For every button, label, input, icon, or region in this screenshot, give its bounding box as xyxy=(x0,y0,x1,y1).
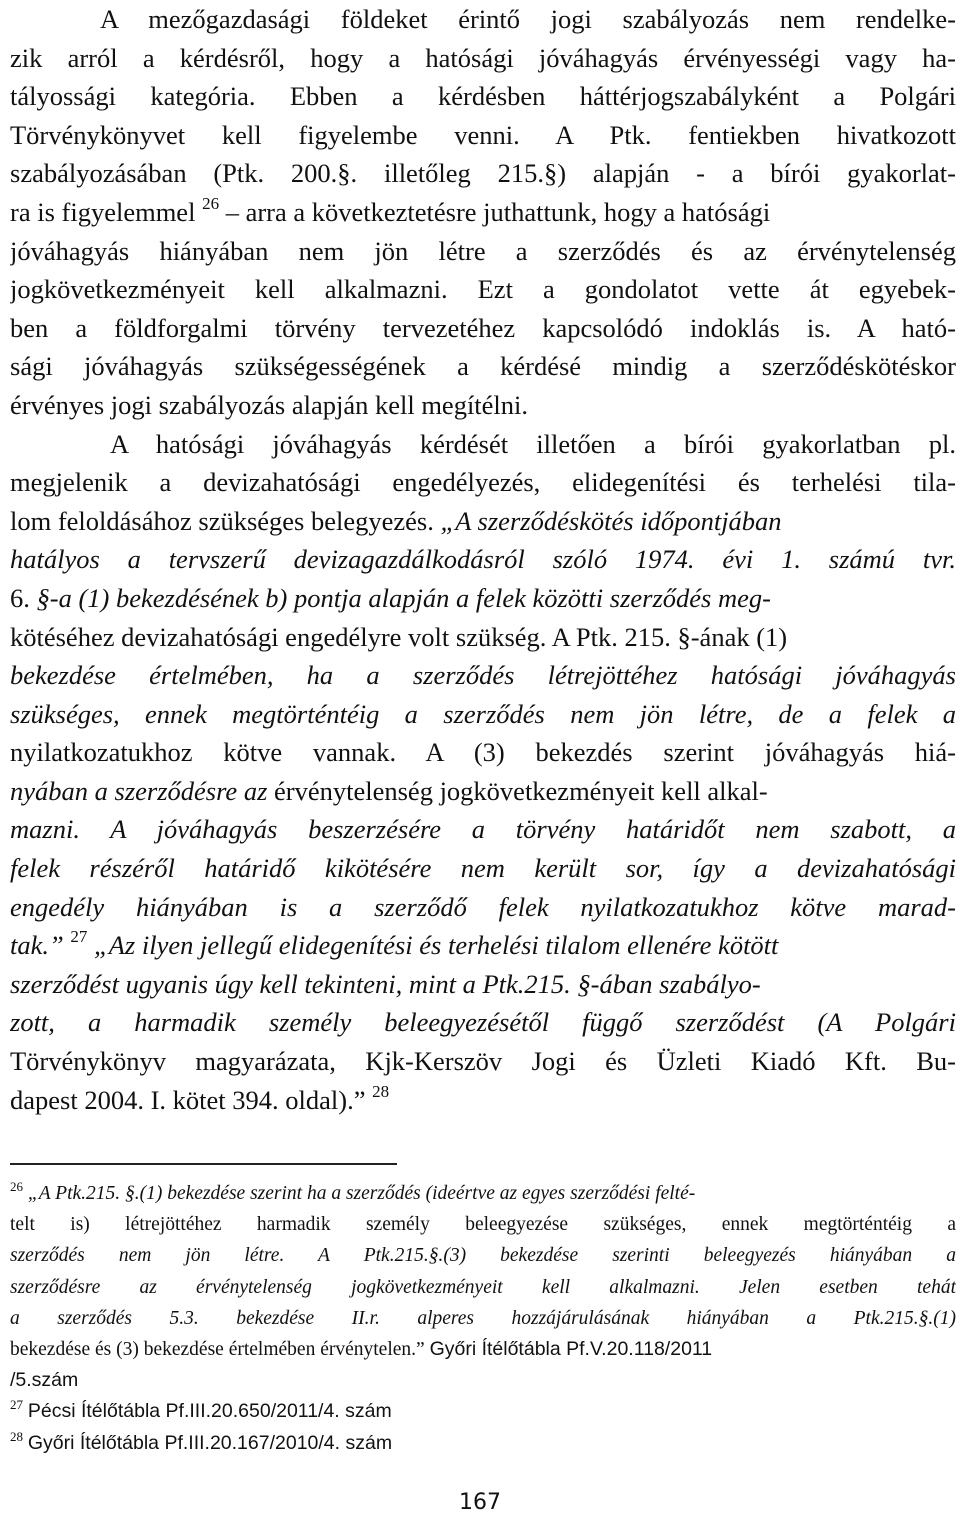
quote-run: „A szerződéskötés időpontjában xyxy=(440,505,782,536)
footnote-text: szerződésre az érvénytelenség jogkövetkezményeit kell alkalmazni. Jelen esetben tehát xyxy=(10,1276,956,1298)
body-line xyxy=(10,926,956,965)
text-run: ra is figyelemmel xyxy=(10,196,196,227)
body-line xyxy=(10,656,956,695)
body-line: tályossági kategória. Ebben a kérdésben háttérjogszabályként a Polgári xyxy=(10,81,956,112)
quote-run: „Az ilyen jellegű elidegenítési és terhelési tilalom ellenére kötött xyxy=(94,930,779,961)
body-line: ben a földforgalmi törvény tervezetéhez kapcsolódó indoklás is. A ható- xyxy=(10,312,956,343)
footnote-26-line xyxy=(10,1334,956,1365)
body-line xyxy=(10,579,956,618)
footnote-text: bekezdése és (3) bekezdése értelmében érvénytelen.” xyxy=(10,1338,425,1360)
footnote-26-line xyxy=(10,1240,956,1271)
quote-run: tak.” xyxy=(10,930,64,961)
body-line xyxy=(10,810,956,849)
body-line: Törvénykönyv magyarázata, Kjk-Kerszöv Jogi és Üzleti Kiadó Kft. Bu- xyxy=(10,1046,956,1077)
footnote-26-line xyxy=(10,1178,956,1209)
footnote-26-line xyxy=(10,1303,956,1334)
footnote-27 xyxy=(10,1396,956,1427)
footnote-ref-28[interactable]: 28 xyxy=(372,1081,390,1101)
quote-run: §-a (1) bekezdésének b) pontja alapján a felek közötti szerződés meg- xyxy=(36,582,771,613)
body-line xyxy=(10,193,956,232)
body-line: szabályozásában (Ptk. 200.§. illetőleg 215.§) alapján - a bírói gyakorlat- xyxy=(10,158,956,189)
footnote-ref-26[interactable]: 26 xyxy=(202,193,220,213)
footnote-source: Pécsi Ítélőtábla Pf.III.20.650/2011/4. szám xyxy=(27,1400,392,1423)
footnote-text: a szerződés 5.3. bekezdése II.r. alperes hozzájárulásának hiányában a Ptk.215.§.(1) xyxy=(10,1307,956,1329)
page-number: 167 xyxy=(459,1490,501,1515)
footnote-26-line: /5.szám xyxy=(10,1369,79,1392)
footnote-separator xyxy=(10,1163,397,1165)
body-line xyxy=(10,849,956,888)
body-line xyxy=(10,1003,956,1042)
body-line: sági jóváhagyás szükségességének a kérdésé mindig a szerződéskötéskor xyxy=(10,351,956,382)
quote-run: nyában a szerződésre az xyxy=(10,775,268,806)
footnote-text: szerződés nem jön létre. A Ptk.215.§.(3) bekezdése szerinti beleegyezés hiányában a xyxy=(10,1245,956,1267)
quote-run: bekezdése értelmében, ha a szerződés létrejöttéhez hatósági jóváhagyás xyxy=(10,660,956,691)
quote-run: engedély hiányában is a szerződő felek nyilatkozatukhoz kötve marad- xyxy=(10,891,956,922)
body-line: A mezőgazdasági földeket érintő jogi szabályozás nem rendelke- xyxy=(100,4,956,34)
body-line: jóváhagyás hiányában nem jön létre a szerződés és az érvénytelenség xyxy=(10,235,956,266)
footnote-source: Győri Ítélőtábla Pf.III.20.167/2010/4. szám xyxy=(27,1431,393,1454)
body-line xyxy=(10,502,956,541)
footnote-number: 27 xyxy=(10,1397,23,1413)
body-line: megjelenik a devizahatósági engedélyezés, elidegenítési és terhelési tila- xyxy=(10,467,956,498)
footnote-source: Győri Ítélőtábla Pf.V.20.118/2011 xyxy=(429,1337,713,1360)
body-line xyxy=(10,1081,956,1120)
body-text xyxy=(10,0,956,1119)
body-line: A hatósági jóváhagyás kérdését illetően a bírói gyakorlatban pl. xyxy=(110,428,956,459)
quote-run: felek részéről határidő kikötésére nem került sor, így a devizahatósági xyxy=(10,853,956,884)
quote-run: zott, a harmadik személy beleegyezésétől függő szerződést (A Polgári xyxy=(10,1007,956,1038)
body-line xyxy=(10,965,956,1004)
footnote-26-line xyxy=(10,1272,956,1303)
footnote-text: „A Ptk.215. §.(1) bekezdése szerint ha a szerződés (ideértve az egyes szerződési felté- xyxy=(27,1183,696,1204)
footnote-number: 26 xyxy=(10,1179,23,1194)
text-run: érvénytelenség jogkövetkezményeit kell alkal- xyxy=(274,775,768,806)
quote-run: szükséges, ennek megtörténtéig a szerződés nem jön létre, de a felek a xyxy=(10,698,956,729)
body-line xyxy=(10,772,956,811)
quote-run: hatályos a tervszerű devizagazdálkodásról szóló 1974. évi 1. számú tvr. xyxy=(10,544,956,575)
footnote-number: 28 xyxy=(10,1428,23,1444)
text-run: lom feloldásához szükséges belegyezés. xyxy=(10,505,434,536)
quote-run: mazni. A jóváhagyás beszerzésére a törvény határidőt nem szabott, a xyxy=(10,814,956,845)
body-line: Törvénykönyvet kell figyelembe venni. A Ptk. fentiekben hivatkozott xyxy=(10,119,956,150)
body-line: nyilatkozatukhoz kötve vannak. A (3) bekezdés szerint jóváhagyás hiá- xyxy=(10,737,956,768)
body-line: kötéséhez devizahatósági engedélyre volt szükség. A Ptk. 215. §-ának (1) xyxy=(10,621,788,652)
footnote-28 xyxy=(10,1428,956,1459)
body-line: zik arról a kérdésről, hogy a hatósági jóváhagyás érvényességi vagy ha- xyxy=(10,42,956,73)
text-run: 6. xyxy=(10,582,30,613)
footnotes xyxy=(10,1178,956,1459)
body-line: jogkövetkezményeit kell alkalmazni. Ezt a gondolatot vette át egyebek- xyxy=(10,274,956,305)
text-run: – arra a következtetésre juthattunk, hogy a hatósági xyxy=(225,196,771,227)
footnote-26-line: telt is) létrejöttéhez harmadik személy beleegyezése szükséges, ennek megtörténtéig a xyxy=(10,1214,956,1236)
text-run: dapest 2004. I. kötet 394. oldal).” xyxy=(10,1084,366,1115)
body-line xyxy=(10,888,956,927)
body-line xyxy=(10,695,956,734)
quote-run: szerződést ugyanis úgy kell tekinteni, mint a Ptk.215. §-ában szabályo- xyxy=(10,968,761,999)
body-line: érvényes jogi szabályozás alapján kell megítélni. xyxy=(10,389,529,420)
footnote-ref-27[interactable]: 27 xyxy=(70,927,88,947)
body-line xyxy=(10,540,956,579)
